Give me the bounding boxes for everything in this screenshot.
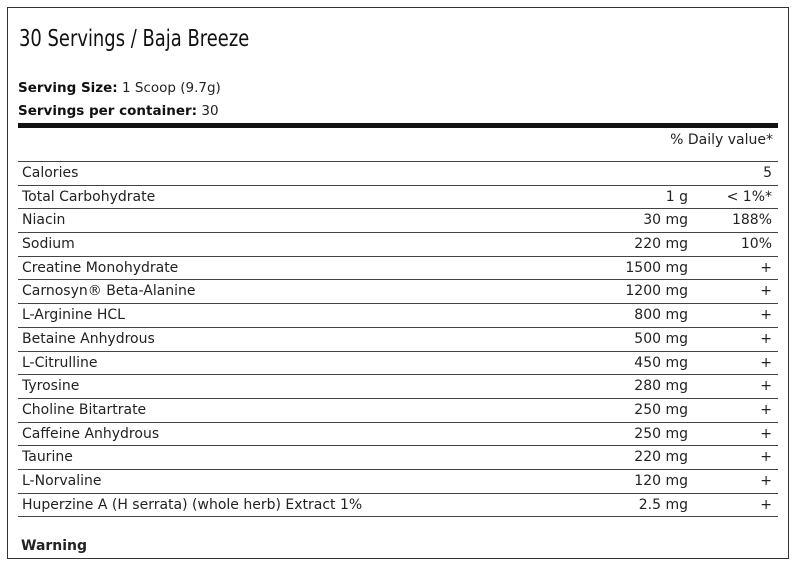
nutrient-daily-value: + <box>760 401 772 418</box>
nutrient-amount: 500 mg <box>634 330 688 347</box>
nutrient-daily-value: + <box>760 330 772 347</box>
thick-divider <box>18 123 778 128</box>
nutrient-amount: 280 mg <box>634 378 688 395</box>
nutrient-name: Creatine Monohydrate <box>22 259 179 276</box>
servings-per-container <box>18 103 219 119</box>
nutrient-name: Betaine Anhydrous <box>22 330 155 347</box>
nutrient-daily-value: + <box>760 307 772 324</box>
nutrient-amount: 220 mg <box>634 449 688 466</box>
table-row <box>18 494 778 518</box>
nutrition-label <box>7 7 789 559</box>
nutrient-name: Sodium <box>22 236 75 253</box>
nutrient-daily-value: + <box>760 354 772 371</box>
table-row <box>18 257 778 281</box>
nutrient-name: Total Carbohydrate <box>22 188 156 205</box>
nutrient-name: Taurine <box>22 449 73 466</box>
serving-size <box>18 80 221 96</box>
nutrient-daily-value: + <box>760 259 772 276</box>
nutrient-name: Carnosyn® Beta-Alanine <box>22 283 196 300</box>
table-row <box>18 162 778 186</box>
table-row <box>18 233 778 257</box>
nutrient-amount: 1200 mg <box>625 283 688 300</box>
nutrient-name: Tyrosine <box>22 378 80 395</box>
nutrient-amount: 220 mg <box>634 236 688 253</box>
nutrient-amount: 250 mg <box>634 425 688 442</box>
table-row <box>18 352 778 376</box>
table-row <box>18 280 778 304</box>
servings-per-container-value: 30 <box>201 103 219 119</box>
table-row <box>18 470 778 494</box>
serving-size-value: 1 Scoop (9.7g) <box>122 80 221 96</box>
nutrient-amount: 2.5 mg <box>638 496 688 513</box>
nutrient-amount: 30 mg <box>643 212 688 229</box>
table-row <box>18 375 778 399</box>
table-row <box>18 304 778 328</box>
table-row <box>18 186 778 210</box>
nutrient-name: L-Citrulline <box>22 354 98 371</box>
table-row <box>18 209 778 233</box>
nutrient-daily-value: 188% <box>731 212 772 229</box>
serving-size-label: Serving Size: <box>18 80 118 96</box>
nutrient-amount: 120 mg <box>634 472 688 489</box>
warning-heading: Warning <box>21 538 88 554</box>
nutrient-name: Caffeine Anhydrous <box>22 425 160 442</box>
label-title: 30 Servings / Baja Breeze <box>19 26 250 52</box>
nutrient-daily-value: < 1%* <box>726 188 772 205</box>
nutrient-name: Choline Bitartrate <box>22 401 147 418</box>
nutrient-daily-value: + <box>760 472 772 489</box>
nutrient-amount: 800 mg <box>634 307 688 324</box>
nutrient-daily-value: + <box>760 449 772 466</box>
nutrient-daily-value: + <box>760 496 772 513</box>
nutrient-name: Huperzine A (H serrata) (whole herb) Extract 1% <box>22 496 363 513</box>
nutrient-amount: 1500 mg <box>625 259 688 276</box>
nutrient-table <box>18 161 778 517</box>
nutrient-amount: 450 mg <box>634 354 688 371</box>
daily-value-header: % Daily value* <box>670 132 773 148</box>
table-row <box>18 423 778 447</box>
nutrient-name: L-Arginine HCL <box>22 307 125 324</box>
nutrient-daily-value: 5 <box>763 165 772 181</box>
table-row <box>18 328 778 352</box>
table-row <box>18 399 778 423</box>
nutrient-name: L-Norvaline <box>22 472 102 489</box>
servings-per-container-label: Servings per container: <box>18 103 198 119</box>
nutrient-amount: 1 g <box>665 188 688 205</box>
table-row <box>18 446 778 470</box>
nutrient-daily-value: + <box>760 283 772 300</box>
nutrient-daily-value: 10% <box>740 236 772 253</box>
nutrient-daily-value: + <box>760 425 772 442</box>
nutrient-daily-value: + <box>760 378 772 395</box>
nutrient-name: Niacin <box>22 212 66 229</box>
nutrient-name: Calories <box>22 165 79 181</box>
nutrient-amount: 250 mg <box>634 401 688 418</box>
